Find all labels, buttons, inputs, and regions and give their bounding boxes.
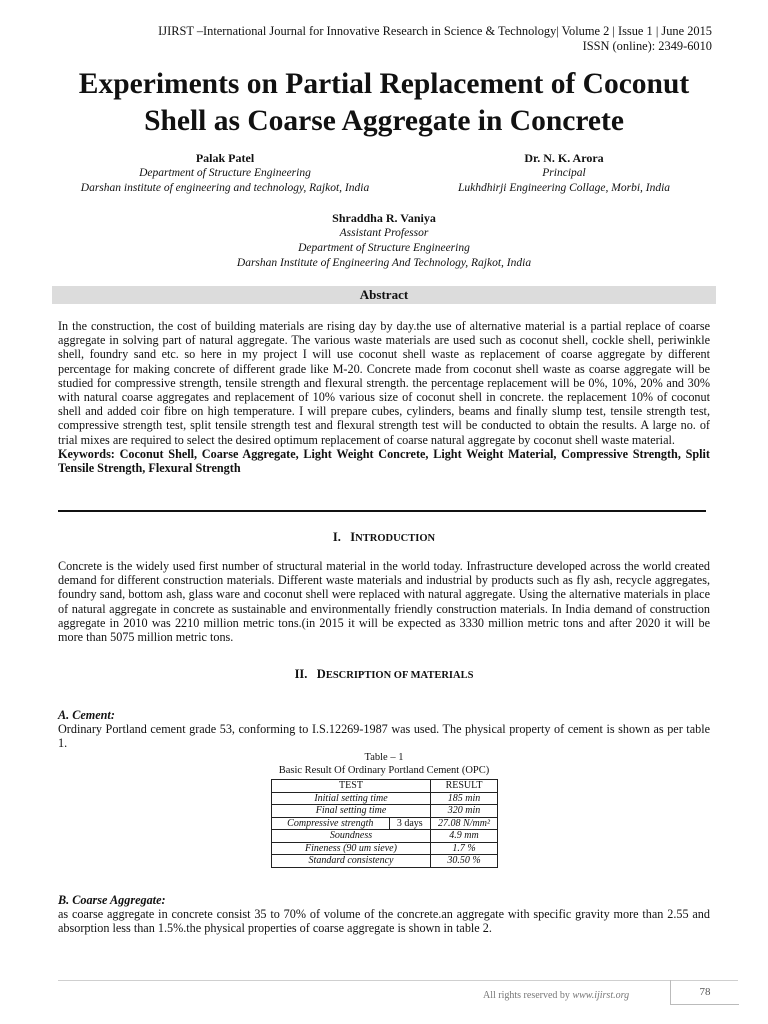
table-row	[272, 842, 498, 855]
paper-title	[0, 66, 768, 140]
section-number: II.	[294, 667, 308, 681]
table-cell: 185 min	[431, 792, 498, 805]
footer-rule	[58, 980, 738, 981]
author-name: Dr. N. K. Arora	[524, 151, 604, 165]
table-row	[272, 855, 498, 868]
footer-rights	[483, 990, 629, 1001]
opc-results-table	[271, 779, 498, 868]
cement-text: Ordinary Portland cement grade 53, conforming to I.S.12269-1987 was used. The physical property of cement is shown as per table 1.	[58, 722, 710, 751]
table-title: Basic Result Of Ordinary Portland Cement (OPC)	[278, 764, 490, 776]
subsection-coarse-aggregate-heading: B. Coarse Aggregate:	[58, 893, 166, 907]
table-header-row	[272, 780, 498, 793]
journal-header	[158, 24, 712, 54]
table-cell: 4.9 mm	[431, 830, 498, 843]
coarse-aggregate-text: as coarse aggregate in concrete consist 35 to 70% of volume of the concrete.an aggregate with specific gravity more than 2.55 and absorption less than 1.5%.the physical properties of coarse aggregate is shown in table 2.	[58, 907, 710, 936]
abstract-heading: Abstract	[52, 286, 716, 304]
author-block-1	[40, 151, 410, 196]
table-row	[272, 805, 498, 818]
title-line-2: Shell as Coarse Aggregate in Concrete	[144, 105, 624, 137]
section-heading-introduction	[0, 530, 768, 545]
keywords: Keywords: Coconut Shell, Coarse Aggregate, Light Weight Concrete, Light Weight Material, Compressive Strength, Split Tensile Strength, Flexural Strength	[58, 446, 710, 476]
title-line-1: Experiments on Partial Replacement of Coconut	[78, 68, 690, 100]
table-cell: 320 min	[431, 805, 498, 818]
section-number: I.	[332, 530, 341, 544]
footer-url-link[interactable]: www.ijirst.org	[572, 990, 630, 1001]
section-first-letter: D	[316, 667, 326, 681]
author-affiliation: Department of Structure Engineering	[139, 167, 311, 179]
table-header-cell: RESULT	[431, 780, 498, 793]
author-affiliation: Lukhdhirji Engineering Collage, Morbi, India	[457, 182, 671, 194]
table-cell: Compressive strength	[272, 817, 390, 830]
table-row	[272, 830, 498, 843]
author-affiliation: Darshan Institute of Engineering And Technology, Rajkot, India	[236, 257, 532, 269]
author-affiliation: Darshan institute of engineering and technology, Rajkot, India	[80, 182, 370, 194]
table-number: Table – 1	[364, 752, 404, 763]
table-cell: Final setting time	[272, 805, 431, 818]
abstract-text	[58, 319, 710, 475]
author-affiliation: Principal	[542, 167, 586, 179]
author-name: Shraddha R. Vaniya	[332, 211, 436, 225]
journal-line: IJIRST –International Journal for Innovative Research in Science & Technology| Volume 2 | Issue 1 | June 2015	[158, 24, 712, 38]
table-cell: Standard consistency	[272, 855, 431, 868]
subsection-cement-heading: A. Cement:	[58, 708, 115, 722]
table-cell: 30.50 %	[431, 855, 498, 868]
table-caption	[0, 752, 768, 777]
table-header-cell: TEST	[272, 780, 431, 793]
table-cell: 1.7 %	[431, 842, 498, 855]
section-divider	[58, 510, 706, 512]
author-affiliation: Department of Structure Engineering	[298, 242, 470, 254]
section-title-rest: ESCRIPTION OF MATERIALS	[325, 670, 474, 681]
abstract-body: In the construction, the cost of building materials are rising day by day.the use of alternative material is a partial replace of coarse aggregate in solving part of natural aggregate. The various waste materials are used such as coconut shell, cockle shell, periwinkle shell, foundry sand etc. so here in my project I will use coconut shell waste as replacement of coarse aggregate by different percentage for making concrete of different grade like M-20. Concrete made from coconut shell waste as coarse aggregate will be studied for compressive strength, tensile strength and flexural strength. the percentage replacement will be 0%, 10%, 20% and 30% with natural coarse aggregates and replacement of 10% various size of coconut shell in concrete. the replacement 10% of coconut shell and added coir fibre on high temperature. I will prepare cubes, cylinders, beams and finally slump test, tensile strength test, compressive strength test, split tensile strength test and flexural strength test will be conducted to obtain the results. A large no. of trial mixes are required to select the desired optimum replacement of coarse natural aggregate by coconut shell waste material.	[58, 319, 710, 447]
footer-rights-text: All rights reserved by	[483, 990, 573, 1001]
issn-line: ISSN (online): 2349-6010	[582, 39, 712, 53]
page-number: 78	[670, 980, 739, 1005]
table-cell: 27.08 N/mm²	[431, 817, 498, 830]
table-cell: Initial setting time	[272, 792, 431, 805]
author-block-2	[380, 151, 748, 196]
table-cell: Fineness (90 um sieve)	[272, 842, 431, 855]
author-affiliation: Assistant Professor	[339, 227, 429, 239]
table-cell: Soundness	[272, 830, 431, 843]
table-row	[272, 817, 498, 830]
section-heading-materials	[0, 667, 768, 682]
table-cell: 3 days	[389, 817, 430, 830]
table-row	[272, 792, 498, 805]
author-name: Palak Patel	[195, 151, 255, 165]
author-block-3	[0, 211, 768, 271]
section-first-letter: I	[350, 530, 356, 544]
introduction-text: Concrete is the widely used first number of structural material in the world today. Infrastructure developed across the world created demand for different construction materials. Different waste materials and industrial by products such as fly ash, recycle aggregates, foundry sand, bottom ash, glass ware and coconut shell were replaced with natural aggregate. Using the alternative materials in place of natural aggregate in concrete as sustainable and environmentally friendly construction materials. In India demand of construction aggregate in 2010 was 2210 million metric tons.(in 2015 it will be expected as 3330 million metric tons and after 2020 it will be more than 5075 million metric tons.	[58, 559, 710, 645]
section-title-rest: NTRODUCTION	[355, 533, 436, 544]
